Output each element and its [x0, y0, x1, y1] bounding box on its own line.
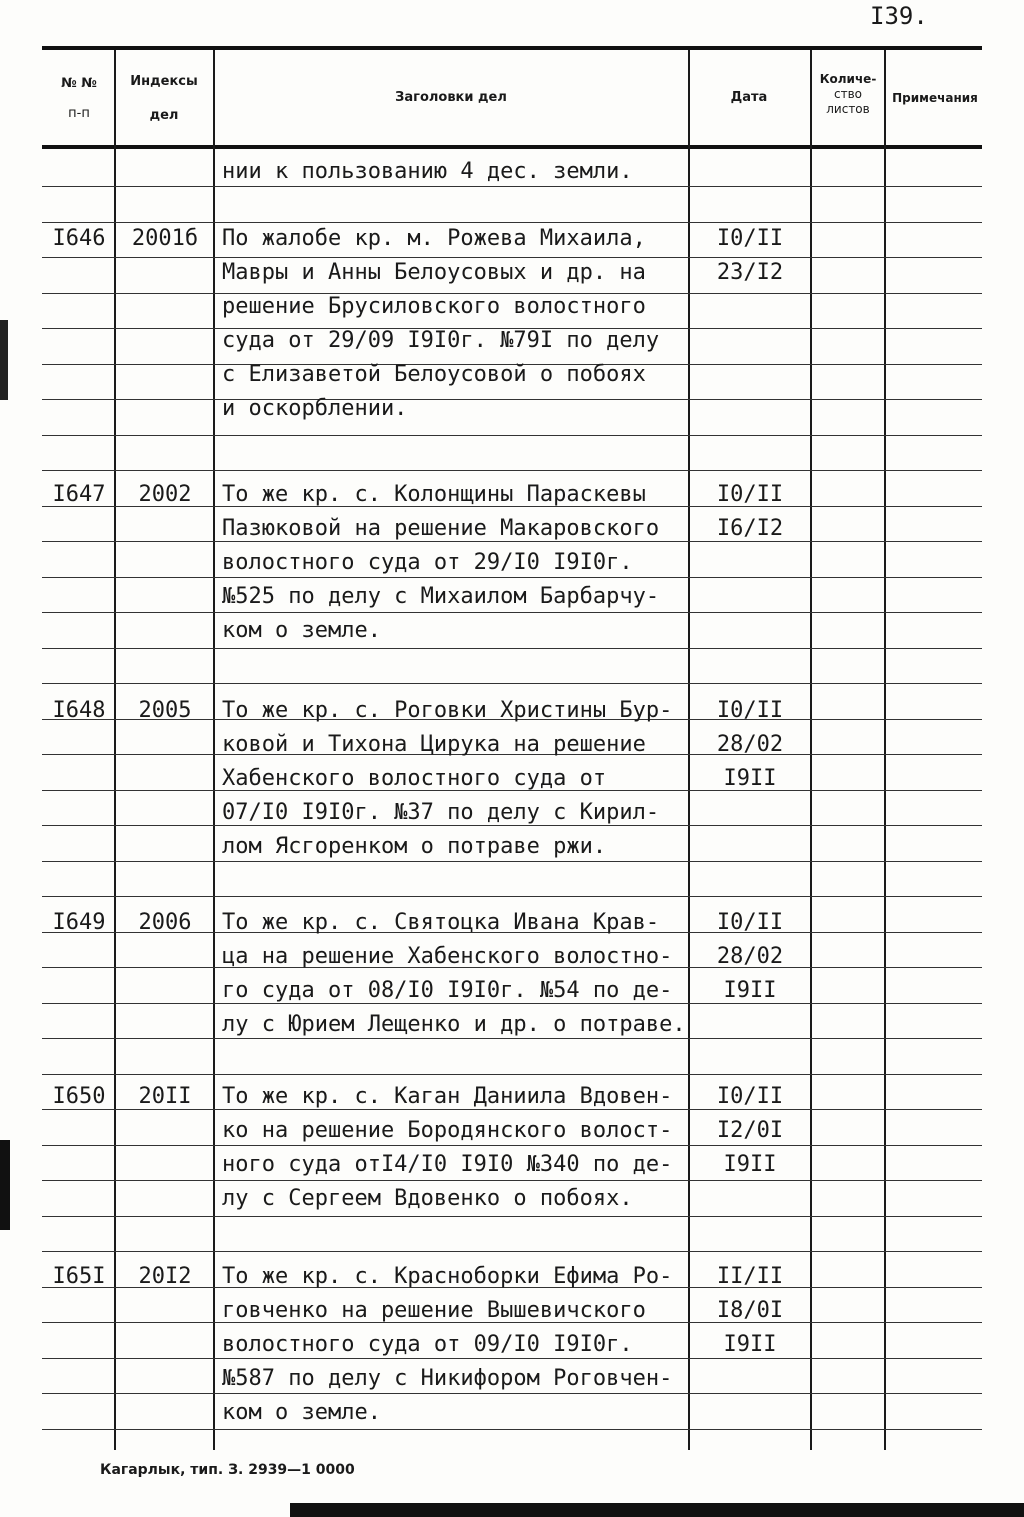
ruled-line	[42, 648, 982, 649]
entry-date: I0/II	[716, 698, 784, 723]
entry-title-line: То же кр. с. Красноборки Ефима Ро-	[222, 1264, 673, 1289]
ruled-line	[42, 1251, 982, 1252]
entry-date: I9II	[723, 766, 777, 791]
entry-date: II/II	[716, 1264, 784, 1289]
entry-title-line: То же кр. с. Каган Даниила Вдовен-	[222, 1084, 673, 1109]
ruled-line	[42, 1216, 982, 1217]
header-index: Индексы дел	[130, 74, 198, 123]
entry-title-line: суда от 29/09 I9I0г. №79I по делу	[222, 328, 660, 353]
ruled-line	[42, 470, 982, 471]
entry-number: I65I	[52, 1264, 106, 1289]
entry-date: I0/II	[716, 226, 784, 251]
entry-title-line: Мавры и Анны Белоусовых и др. на	[222, 260, 646, 285]
page-number: I39.	[870, 2, 928, 30]
ruled-line	[42, 399, 982, 400]
entry-date: I0/II	[716, 910, 784, 935]
header-date: Дата	[730, 90, 768, 105]
entry-title-line: с Елизаветой Белоусовой о побоях	[222, 362, 646, 387]
entry-date: I6/I2	[716, 516, 784, 541]
header-num: № № п-п	[61, 76, 97, 121]
printer-imprint: Кагарлык, тип. З. 2939—1 0000	[100, 1462, 355, 1478]
entry-date: 28/02	[716, 732, 784, 757]
entry-date: I0/II	[716, 1084, 784, 1109]
entry-title-line: ко на решение Бородянского волост-	[222, 1118, 673, 1143]
entry-title-line: То же кр. с. Колонщины Параскевы	[222, 482, 646, 507]
table-top-rule	[42, 46, 982, 50]
ruled-line	[42, 435, 982, 436]
entry-number: I649	[52, 910, 106, 935]
entry-title-line: волостного суда от 09/I0 I9I0г.	[222, 1332, 633, 1357]
entry-title-line: ца на решение Хабенского волостно-	[222, 944, 673, 969]
entry-title-line: и оскорблении.	[222, 396, 408, 421]
table-header-rule	[42, 145, 982, 149]
ruled-line	[42, 683, 982, 684]
entry-title-line: лу с Сергеем Вдовенко о побоях.	[222, 1186, 633, 1211]
bottom-edge-bar	[290, 1503, 1024, 1517]
entry-date: I8/0I	[716, 1298, 784, 1323]
entry-date: I9II	[723, 1332, 777, 1357]
entry-title-line: №525 по делу с Михаилом Барбарчу-	[222, 584, 660, 609]
entry-title-line: 07/I0 I9I0г. №37 по делу с Кирил-	[222, 800, 660, 825]
entry-title-line: ком о земле.	[222, 618, 381, 643]
entry-index: 20II	[138, 1084, 192, 1109]
entry-index: 20I2	[138, 1264, 192, 1289]
header-notes: Примечания	[892, 91, 978, 105]
entry-date: 28/02	[716, 944, 784, 969]
entry-index: 2006	[138, 910, 192, 935]
entry-number: I646	[52, 226, 106, 251]
entry-title-line: То же кр. с. Роговки Христины Бур-	[222, 698, 673, 723]
ruled-line	[42, 896, 982, 897]
entry-number: I648	[52, 698, 106, 723]
entry-number: I650	[52, 1084, 106, 1109]
entry-date: 23/I2	[716, 260, 784, 285]
entry-title-line: То же кр. с. Святоцка Ивана Крав-	[222, 910, 660, 935]
entry-number: I647	[52, 482, 106, 507]
column-rule	[810, 50, 812, 1450]
column-rule	[884, 50, 886, 1450]
entry-date: I2/0I	[716, 1118, 784, 1143]
entry-title-line: го суда от 08/I0 I9I0г. №54 по де-	[222, 978, 673, 1003]
left-edge-mark	[0, 320, 8, 400]
entry-title-line: говченко на решение Вышевичского	[222, 1298, 646, 1323]
entry-title-line: По жалобе кр. м. Рожева Михаила,	[222, 226, 646, 251]
entry-date: I9II	[723, 1152, 777, 1177]
entry-index: 2002	[138, 482, 192, 507]
entry-title-line: лом Ясгоренком о потраве ржи.	[222, 834, 607, 859]
header-count: Количе- ство листов	[819, 72, 877, 116]
entry-date: I0/II	[716, 482, 784, 507]
entry-title-line: ком о земле.	[222, 1400, 381, 1425]
entry-index: 2005	[138, 698, 192, 723]
ruled-line	[42, 1074, 982, 1075]
header-title: Заголовки дел	[395, 90, 507, 105]
column-rule	[213, 50, 215, 1450]
entry-title-line: решение Брусиловского волостного	[222, 294, 646, 319]
left-edge-mark	[0, 1140, 10, 1230]
entry-title-line: ного суда отI4/I0 I9I0 №340 по де-	[222, 1152, 673, 1177]
entry-title-line: ковой и Тихона Цирука на решение	[222, 732, 646, 757]
carryover-text: нии к пользованию 4 дес. земли.	[222, 159, 633, 184]
entry-date: I9II	[723, 978, 777, 1003]
entry-index: 2001б	[131, 226, 199, 251]
column-rule	[688, 50, 690, 1450]
column-rule	[114, 50, 116, 1450]
entry-title-line: Хабенского волостного суда от	[222, 766, 607, 791]
entry-title-line: лу с Юрием Лещенко и др. о потраве.	[222, 1012, 686, 1037]
entry-title-line: №587 по делу с Никифором Роговчен-	[222, 1366, 673, 1391]
entry-title-line: волостного суда от 29/I0 I9I0г.	[222, 550, 633, 575]
entry-title-line: Пазюковой на решение Макаровского	[222, 516, 660, 541]
ruled-line	[42, 1429, 982, 1430]
